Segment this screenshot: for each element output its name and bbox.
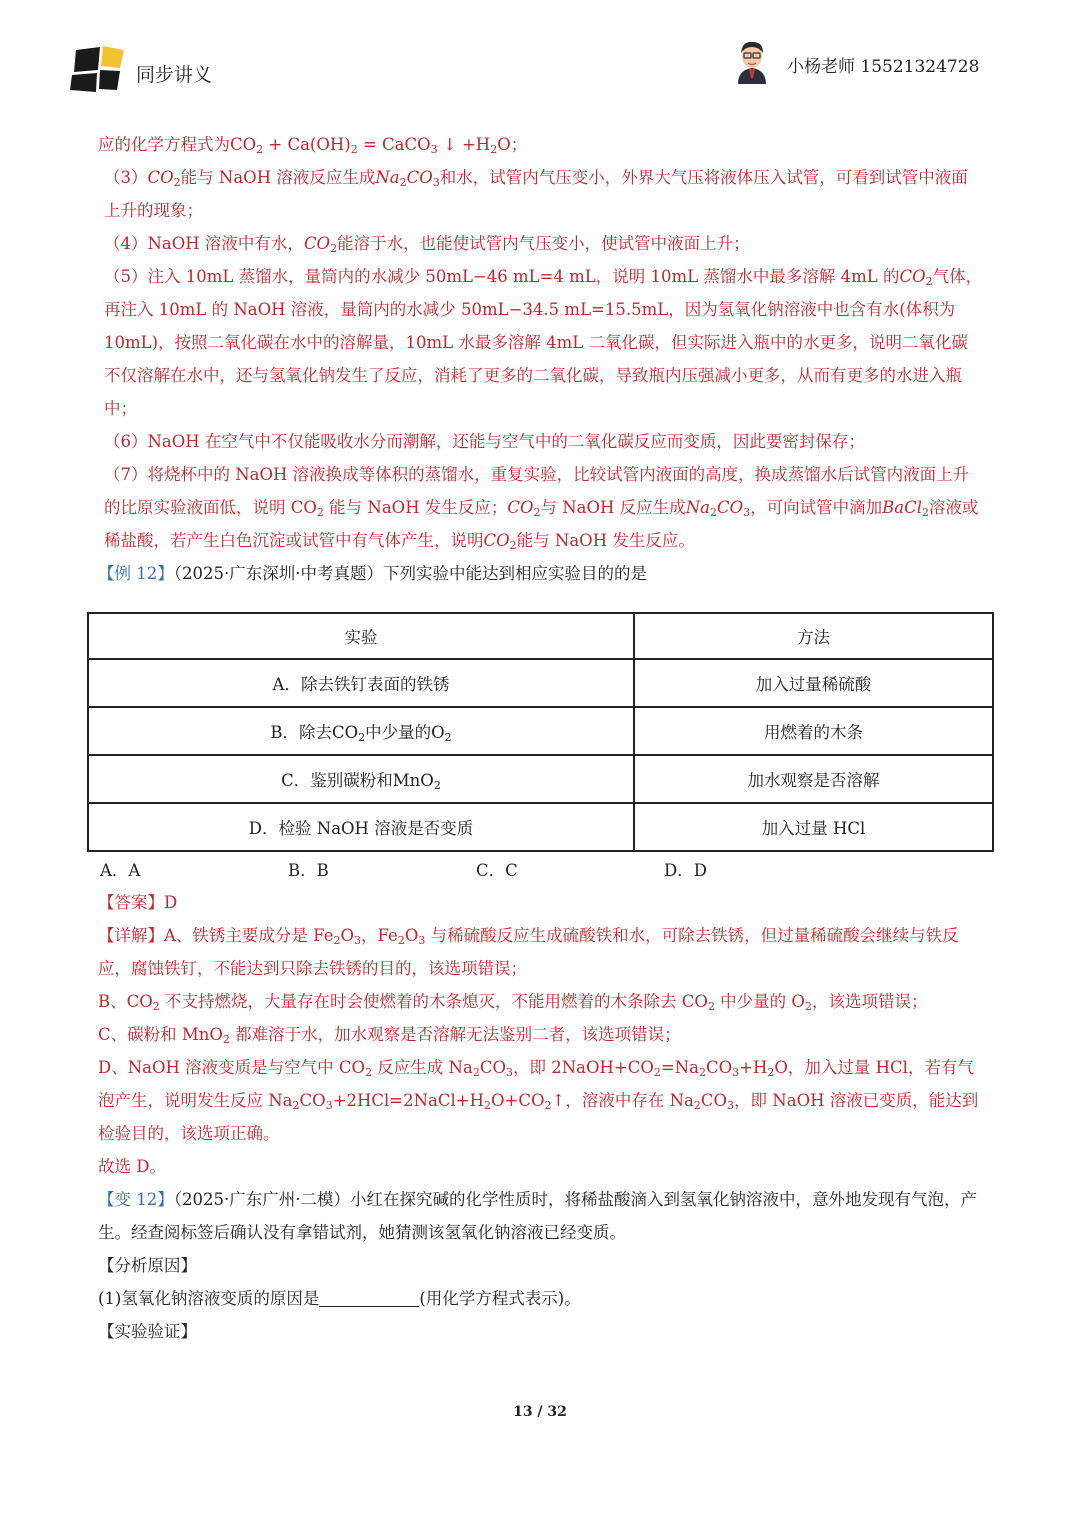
table-cell-method: 用燃着的木条 [634,707,993,755]
page-number: 13 / 32 [513,1404,567,1420]
answer-value: D [164,893,178,912]
question-1: (1)氢氧化钠溶液变质的原因是 (用化学方程式表示)。 [98,1289,581,1308]
solution-block [98,128,984,590]
solution-part-5: （5）注入 10mL 蒸馏水，量筒内的水减少 50mL−46 mL=4 mL，说明 10mL 蒸馏水中最多溶解 4mL 的$CO_2$气体，再注入 10mL 的 NaOH 溶液，量筒内的水减少 50mL−34.5 mL=15.5mL，因为氢氧化钠溶液中也含有水(体积为 10mL)，按照二氧化碳在水中的溶解量，10mL 水最多溶解 4mL 二氧化碳，但实际进入瓶中的水更多，说明二氧化碳不仅溶解在水中，还与氢氧化钠发生了反应，消耗了更多的二氧化碳，导致瓶内压强减小更多，从而有更多的水进入瓶中； [104,267,983,418]
solution-part-6: （6）NaOH 在空气中不仅能吸收水分而潮解，还能与空气中的二氧化碳反应而变质，因此要密封保存； [104,432,865,451]
table-cell-experiment: C．鉴别碳粉和MnO$_2$ [88,755,634,803]
detail-b: B、$CO_2$ 不支持燃烧，大量存在时会使燃着的木条熄灭，不能用燃着的木条除去 $CO_2$ 中少量的 $O_2$，该选项错误； [98,992,928,1013]
solution-part-4: （4）NaOH 溶液中有水，$CO_2$能溶于水，也能使试管内气压变小，使试管中液面上升； [104,234,750,255]
answer-options [100,856,980,886]
example-tag: 【例 12】 [98,564,174,583]
option-d[interactable]: D．D [664,861,707,880]
detail-a: 【详解】A、铁锈主要成分是 $Fe_2O_3$，$Fe_2O_3$ 与稀硫酸反应生成硫酸铁和水，可除去铁锈，但过量稀硫酸会继续与铁反应，腐蚀铁钉，不能达到只除去铁锈的目的，该选项错误； [98,926,959,978]
answer-blank[interactable] [319,1288,419,1307]
solution-part-7: （7）将烧杯中的 NaOH 溶液换成等体积的蒸馏水，重复实验，比较试管内液面的高度，换成蒸馏水后试管内液面上升的比原实验液面低，说明 $CO_2$ 能与 NaOH 发生反应；$CO_2$与 NaOH 反应生成$Na_2CO_3$，可向试管中滴加BaCl$_2$溶液或稀盐酸，若产生白色沉淀或试管中有气体产生，说明$CO_2$能与 NaOH 发生反应。 [104,465,979,552]
example-title: （2025·广东深圳·中考真题）下列实验中能达到相应实验目的的是 [173,564,647,583]
option-a[interactable]: A．A [100,861,141,880]
detail-d: D、NaOH 溶液变质是与空气中 $CO_2$ 反应生成 $Na_2CO_3$，即 $2NaOH+CO_2=Na_2CO_3+H_2O$，加入过量 HCl，若有气泡产生，说明发生反应 $Na_2CO_3+2HCl=2NaCl+H_2O+CO_2↑$，溶液中存在 $Na_2CO_3$，即 NaOH 溶液已变质，能达到检验目的，该选项正确。 [98,1058,979,1143]
table-header-row [88,613,993,659]
option-b[interactable]: B．B [288,861,329,880]
table-row [88,803,993,851]
logo-icon [70,44,126,94]
detail-label: 【详解】 [98,926,164,945]
table-cell-method: 加入过量 HCl [634,803,993,851]
table-row [88,659,993,707]
variant-question [98,1183,984,1249]
answer-label: 【答案】 [98,893,164,912]
table-cell-experiment: D．检验 NaOH 溶液是否变质 [88,803,634,851]
teacher-avatar-icon [732,38,772,84]
section-analyze: 【分析原因】 [98,1256,197,1275]
table-cell-method: 加入过量稀硫酸 [634,659,993,707]
variant-text: （2025·广东广州·二模）小红在探究碱的化学性质时，将稀盐酸滴入到氢氧化钠溶液中，意外地发现有气泡，产生。经查阅标签后确认没有拿错试剂，她猜测该氢氧化钠溶液已经变质。 [98,1190,977,1242]
experiment-table [87,612,994,852]
table-header-experiment: 实验 [88,613,634,659]
table-cell-method: 加水观察是否溶解 [634,755,993,803]
variant-tag: 【变 12】 [98,1190,174,1209]
equation-line: 应的化学方程式为$CO_2 + Ca(OH)_2$ = CaCO$_3$ ↓ $+H_2O$； [98,135,528,156]
table-cell-experiment: B．除去$CO_2$中少量的$O_2$ [88,707,634,755]
answer-block [98,886,984,1348]
answer-line [98,886,984,919]
table-row [88,707,993,755]
brand-title: 同步讲义 [136,64,213,86]
table-header-method: 方法 [634,613,993,659]
table-cell-experiment: A．除去铁钉表面的铁锈 [88,659,634,707]
table-row [88,755,993,803]
teacher-name: 小杨老师 15521324728 [787,57,980,77]
option-c[interactable]: C．C [476,861,518,880]
example-heading [98,557,984,590]
solution-part-3: $(3)CO_2$能与 NaOH 溶液反应生成$Na_2CO_3$和水，试管内气压变小，外界大气压将液体压入试管，可看到试管中液面上升的现象； [104,168,968,220]
detail-c: C、碳粉和 MnO$_2$ 都难溶于水，加水观察是否溶解无法鉴别二者，该选项错误； [98,1025,681,1046]
conclusion: 故选 D。 [98,1157,166,1176]
section-verify: 【实验验证】 [98,1322,197,1341]
